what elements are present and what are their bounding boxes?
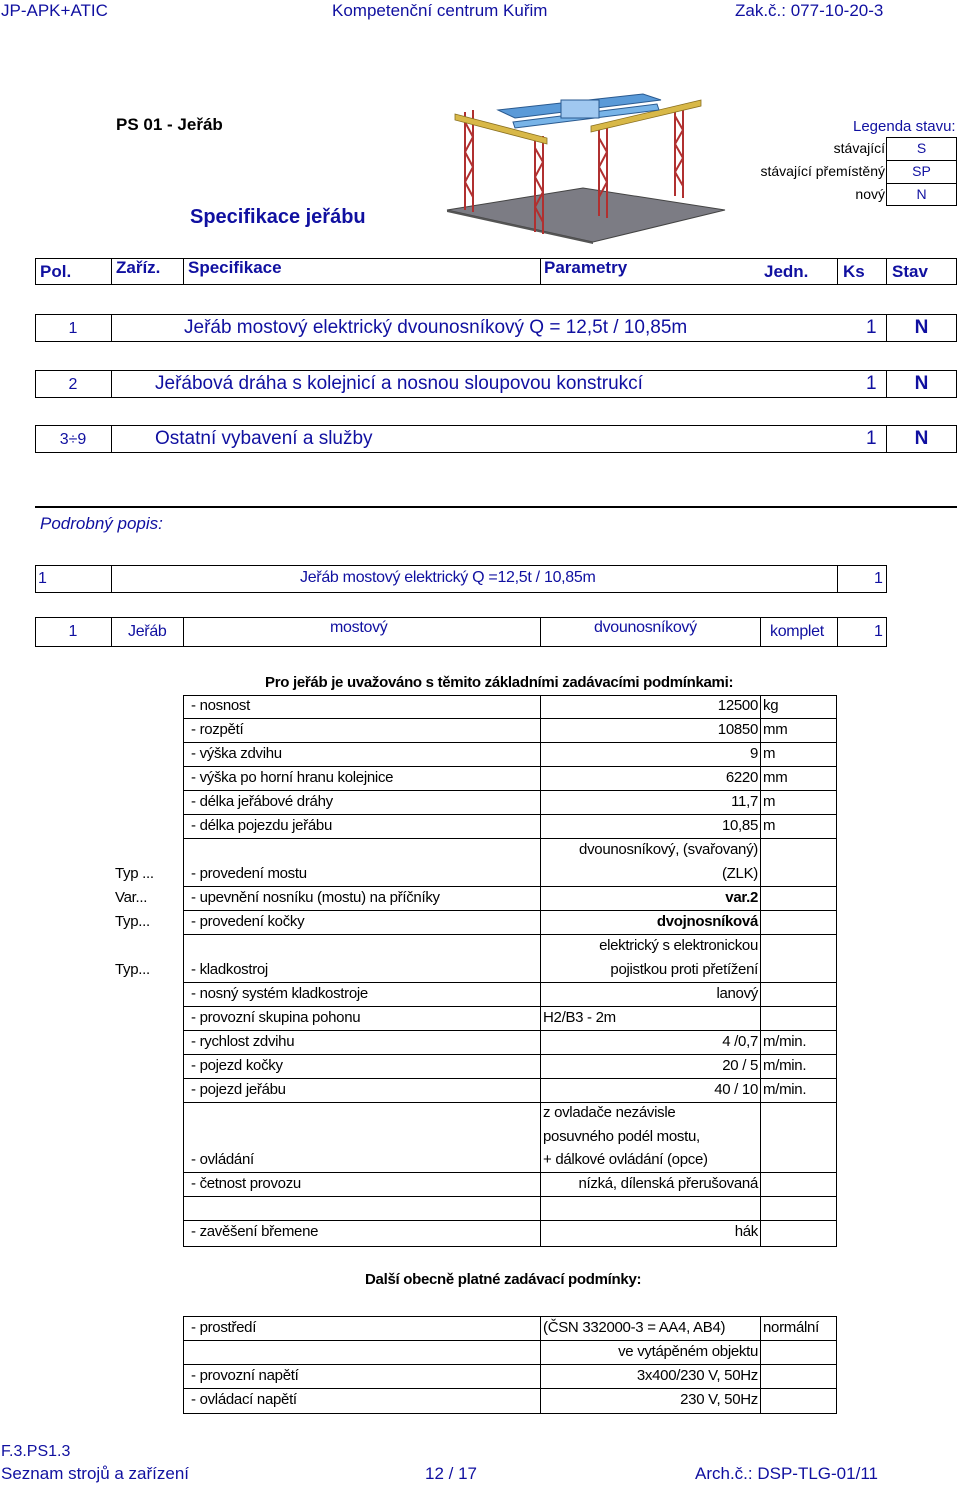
detail-row2-c3: dvounosníkový	[594, 619, 697, 636]
speed-unit: m/min.	[763, 1081, 807, 1098]
param-value: 11,7	[731, 793, 758, 810]
legend-title: Legenda stavu:	[853, 118, 956, 135]
speed-unit: m/min.	[763, 1057, 807, 1074]
cetnost-label: - četnost provozu	[191, 1175, 301, 1192]
mostu-value-1: dvounosníkový, (svařovaný)	[579, 841, 758, 858]
prostredi-line2: ve vytápěném objektu	[618, 1343, 758, 1360]
header-left: JP-APK+ATIC	[1, 1, 108, 20]
param-label: - délka pojezdu jeřábu	[191, 817, 332, 834]
item-pol: 3÷9	[59, 431, 87, 448]
napeti-label: - provozní napětí	[191, 1367, 299, 1384]
spec-title: Specifikace jeřábu	[190, 206, 366, 228]
kocky-side: Typ...	[115, 913, 150, 930]
zaveseni-value: hák	[734, 1223, 758, 1240]
item-ks: 1	[866, 373, 877, 394]
prostredi-extra: normální	[763, 1319, 819, 1336]
param-value: 12500	[717, 697, 758, 714]
upevneni-value: var.2	[725, 889, 758, 906]
detail-row1-text: Jeřáb mostový elektrický Q =12,5t / 10,85m	[300, 569, 596, 586]
crane-illustration	[443, 92, 728, 244]
col-ks: Ks	[843, 262, 865, 281]
skupina-label: - provozní skupina pohonu	[191, 1009, 361, 1026]
legend-label-new: nový	[855, 186, 885, 202]
ps-title: PS 01 - Jeřáb	[116, 115, 223, 134]
upevneni-side: Var...	[115, 889, 148, 906]
detail-heading: Podrobný popis:	[40, 514, 163, 533]
ovladani-value-2: posuvného podél mostu,	[543, 1128, 700, 1145]
param-unit: mm	[763, 769, 788, 786]
ovladani-label: - ovládání	[191, 1151, 254, 1168]
zaveseni-label: - zavěšení břemene	[191, 1223, 319, 1240]
item-pol: 2	[68, 376, 78, 393]
cetnost-value: nízká, dílenská přerušovaná	[578, 1175, 758, 1192]
legend-code-sp: SP	[912, 163, 931, 179]
col-jedn: Jedn.	[764, 262, 809, 281]
detail-row2-c1: Jeřáb	[128, 623, 167, 640]
legend-label-moved: stávající přemístěný	[760, 163, 885, 179]
param-unit: m	[763, 817, 776, 834]
param-value: 10,85	[721, 817, 758, 834]
skupina-value: H2/B3 - 2m	[543, 1009, 616, 1026]
speed-unit: m/min.	[763, 1033, 807, 1050]
param-value: 6220	[725, 769, 758, 786]
param-label: - délka jeřábové dráhy	[191, 793, 333, 810]
param-unit: m	[763, 793, 776, 810]
nosny-value: lanový	[716, 985, 758, 1002]
item-stav: N	[914, 428, 929, 449]
col-spec: Specifikace	[188, 258, 282, 277]
col-param: Parametry	[544, 258, 628, 277]
other-title: Další obecně platné zadávací podmínky:	[365, 1271, 642, 1288]
footer-left: Seznam strojů a zařízení	[1, 1464, 190, 1483]
ovladani-value-3: + dálkové ovládání (opce)	[543, 1151, 708, 1168]
footer-page: 12 / 17	[425, 1464, 477, 1483]
col-zariz: Zaříz.	[116, 258, 161, 277]
speed-value: 40 / 10	[714, 1081, 758, 1098]
footer-code: F.3.PS1.3	[1, 1443, 71, 1460]
kladkostroj-label: - kladkostroj	[191, 961, 268, 978]
param-value: 10850	[717, 721, 758, 738]
param-label: - výška po horní hranu kolejnice	[191, 769, 394, 786]
ovladani-value-1: z ovladače nezávisle	[543, 1104, 676, 1121]
header-center: Kompetenční centrum Kuřim	[332, 1, 548, 20]
legend-label-existing: stávající	[833, 140, 885, 156]
param-label: - rozpětí	[191, 721, 244, 738]
kocky-value: dvojnosníková	[656, 913, 758, 930]
upevneni-label: - upevnění nosníku (mostu) na příčníky	[191, 889, 440, 906]
param-unit: kg	[763, 697, 779, 714]
prostredi-label: - prostředí	[191, 1319, 257, 1336]
header-right: Zak.č.: 077-10-20-3	[735, 1, 884, 20]
detail-row2-c4: komplet	[770, 623, 824, 640]
mostu-value-2: (ZLK)	[721, 865, 758, 882]
conditions-title: Pro jeřáb je uvažováno s těmito základními zadávacími podmínkami:	[265, 674, 734, 691]
separator-line	[35, 506, 957, 508]
col-stav: Stav	[892, 262, 928, 281]
param-unit: mm	[763, 721, 788, 738]
table-header-row	[35, 258, 957, 285]
item-text: Ostatní vybavení a služby	[155, 428, 373, 449]
speed-value: 4 /0,7	[722, 1033, 758, 1050]
speed-label: - rychlost zdvihu	[191, 1033, 295, 1050]
speed-value: 20 / 5	[722, 1057, 758, 1074]
item-ks: 1	[866, 428, 877, 449]
napeti-value: 3x400/230 V, 50Hz	[636, 1367, 758, 1384]
detail-row1-ks: 1	[874, 570, 883, 587]
param-unit: m	[763, 745, 776, 762]
item-stav: N	[914, 317, 929, 338]
item-ks: 1	[866, 317, 877, 338]
prostredi-value: (ČSN 332000-3 = AA4, AB4)	[543, 1319, 726, 1336]
speed-label: - pojezd jeřábu	[191, 1081, 286, 1098]
col-pol: Pol.	[40, 262, 72, 281]
param-value: 9	[749, 745, 758, 762]
item-text: Jeřábová dráha s kolejnicí a nosnou sloupovou konstrukcí	[155, 373, 643, 394]
detail-row2-ks: 1	[874, 623, 883, 640]
ovl-napeti-label: - ovládací napětí	[191, 1391, 297, 1408]
param-label: - nosnost	[191, 697, 250, 714]
kladkostroj-value-2: pojistkou proti přetížení	[610, 961, 758, 978]
detail-row1-pol: 1	[38, 570, 47, 587]
item-stav: N	[914, 373, 929, 394]
detail-row2-num: 1	[68, 623, 78, 640]
kocky-label: - provedení kočky	[191, 913, 305, 930]
param-label: - výška zdvihu	[191, 745, 282, 762]
speed-label: - pojezd kočky	[191, 1057, 283, 1074]
kladkostroj-side: Typ...	[115, 961, 150, 978]
item-pol: 1	[68, 320, 78, 337]
legend-code-s: S	[916, 140, 927, 156]
kladkostroj-value-1: elektrický s elektronickou	[599, 937, 758, 954]
detail-row2-c2: mostový	[330, 619, 388, 636]
item-text: Jeřáb mostový elektrický dvounosníkový Q = 12,5t / 10,85m	[184, 317, 688, 338]
mostu-side: Typ ...	[115, 865, 154, 882]
nosny-label: - nosný systém kladkostroje	[191, 985, 368, 1002]
footer-right: Arch.č.: DSP-TLG-01/11	[695, 1464, 878, 1483]
ovl-napeti-value: 230 V, 50Hz	[680, 1391, 758, 1408]
mostu-label: - provedení mostu	[191, 865, 307, 882]
legend-code-n: N	[916, 186, 927, 202]
